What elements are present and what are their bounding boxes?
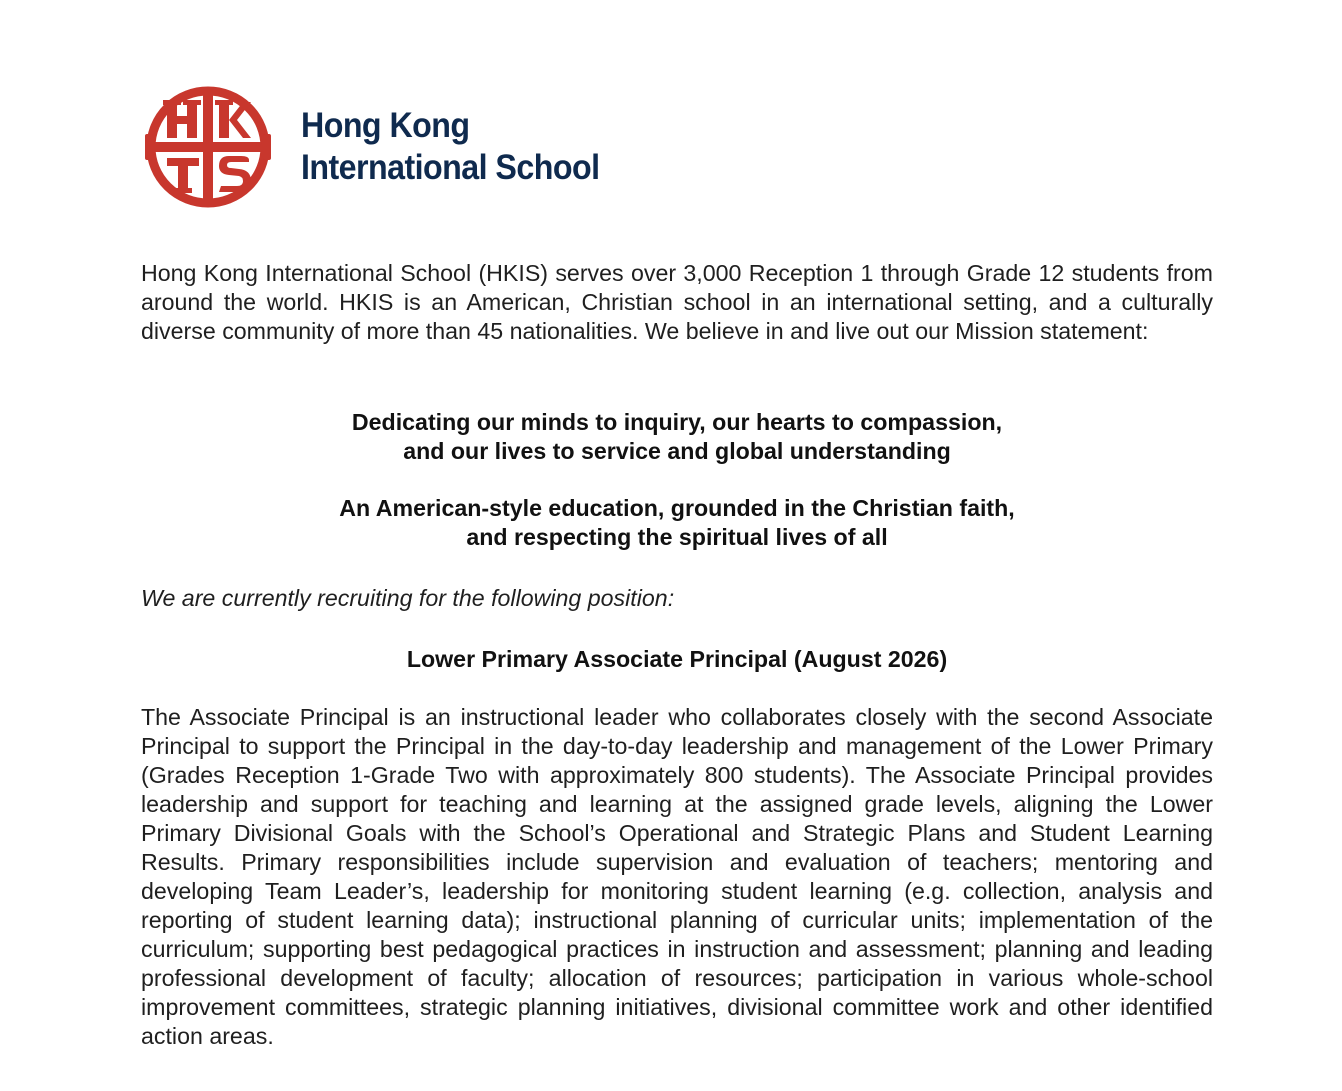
wordmark-line-1: Hong Kong [301, 106, 470, 145]
mission-statement-line-1: Dedicating our minds to inquiry, our hearts to compassion, [351, 409, 1003, 435]
intro-paragraph [141, 259, 1213, 346]
hkis-crest-icon [145, 86, 271, 208]
mission-tagline [141, 494, 1213, 552]
position-description-text: The Associate Principal is an instructional leader who collaborates closely with the second Associate Principal to support the Principal in the day-to-day leadership and management of the Lower Primary (Grades Reception 1-Grade Two with approximately 800 students). The Associate Principal provides leadership and support for teaching and learning at the assigned grade levels, aligning the Lower Primary Divisional Goals with the School’s Operational and Strategic Plans and Student Learning Results. Primary responsibilities include supervision and evaluation of teachers; mentoring and developing Team Leader’s, leadership for monitoring student learning (e.g. collection, analysis and reporting of student learning data); instructional planning of curricular units; implementation of the curriculum; supporting best pedagogical practices in instruction and assessment; planning and leading professional development of faculty; allocation of resources; participation in various whole-school improvement committees, strategic planning initiatives, divisional committee work and other identified action areas. [141, 704, 1213, 1049]
school-logo [145, 86, 625, 208]
recruiting-lead: We are currently recruiting for the following position: [141, 585, 675, 611]
position-description [141, 703, 1213, 1051]
intro-text: Hong Kong International School (HKIS) serves over 3,000 Reception 1 through Grade 12 students from around the world. HKIS is an American, Christian school in an international setting, and a culturally diverse community of more than 45 nationalities. We believe in and live out our Mission statement: [141, 260, 1213, 344]
mission-tagline-line-2: and respecting the spiritual lives of all [466, 524, 888, 550]
mission-tagline-line-1: An American-style education, grounded in the Christian faith, [339, 495, 1015, 521]
wordmark-line-2: International School [301, 148, 600, 187]
school-wordmark [301, 105, 599, 189]
mission-statement-line-2: and our lives to service and global understanding [403, 438, 951, 464]
position-title: Lower Primary Associate Principal (August 2026) [406, 646, 948, 672]
mission-statement [141, 408, 1213, 466]
